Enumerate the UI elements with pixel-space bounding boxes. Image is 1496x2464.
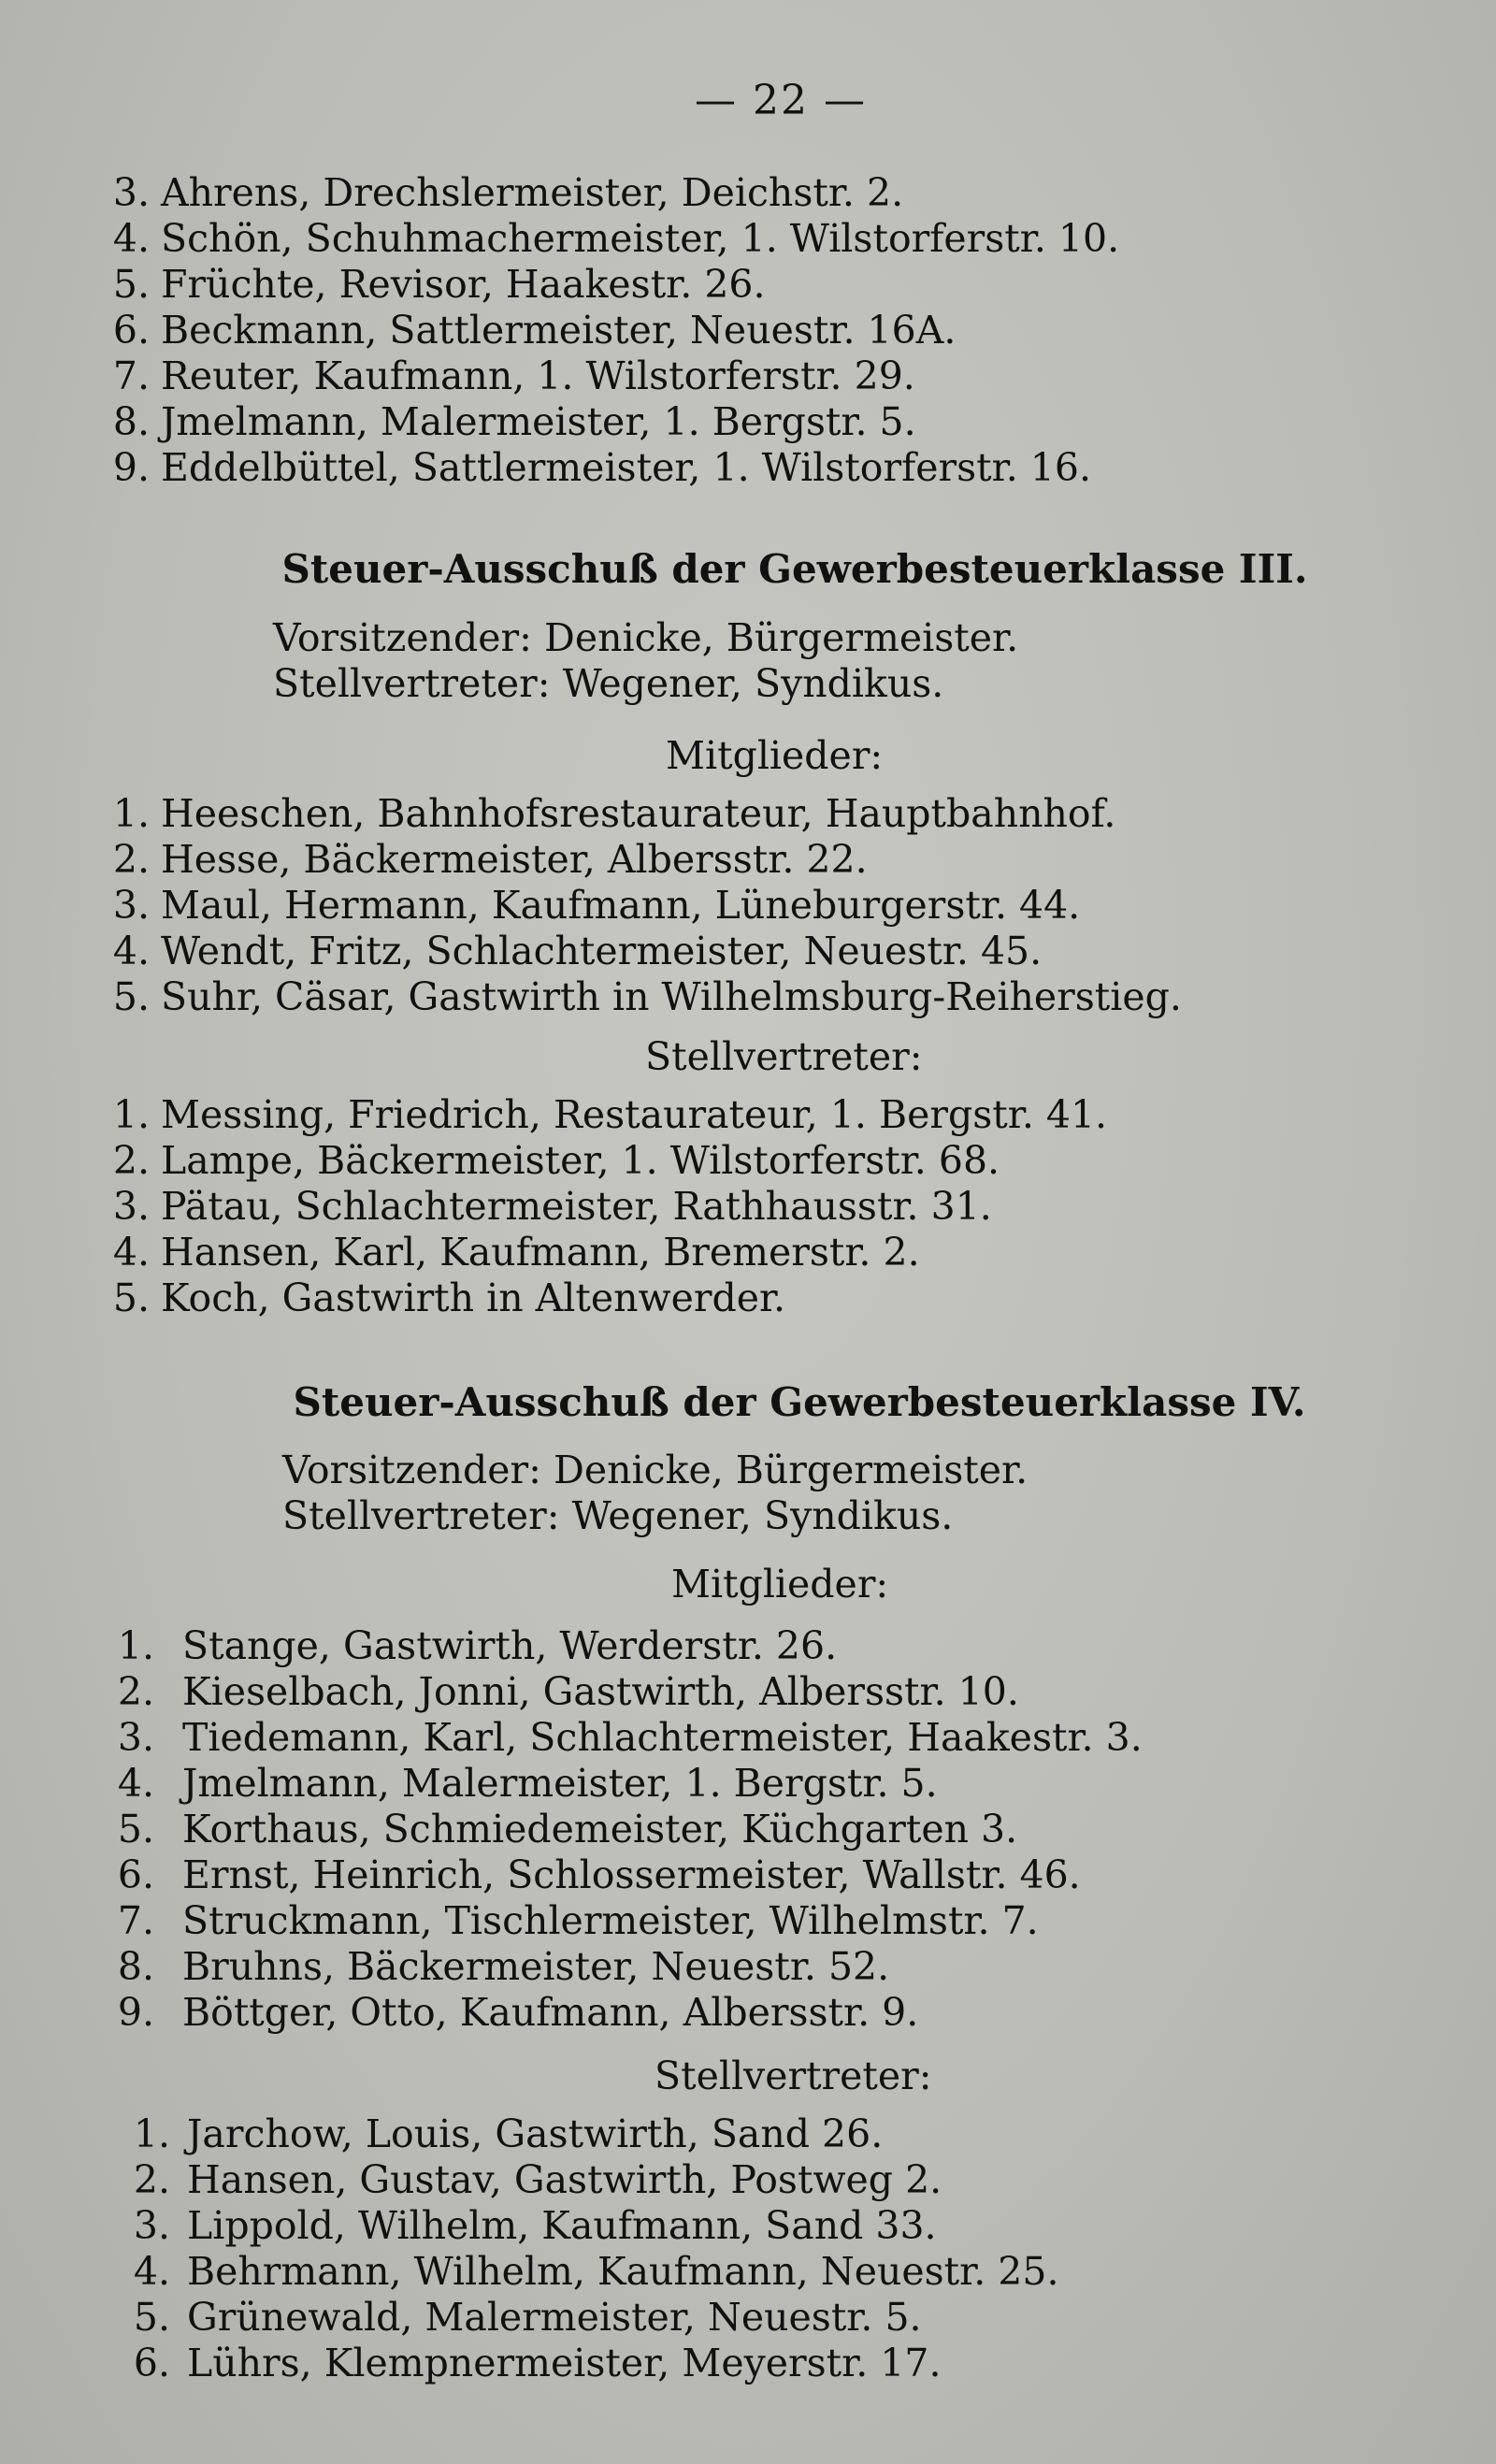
list-item bbox=[0, 1138, 1496, 1184]
item-text: Lippold, Wilhelm, Kaufmann, Sand 33. bbox=[187, 2203, 937, 2248]
item-number: 5. bbox=[112, 1275, 150, 1320]
list-item bbox=[0, 353, 1496, 399]
item-number: 2. bbox=[112, 1138, 150, 1183]
list-item bbox=[0, 262, 1496, 308]
item-number: 7. bbox=[117, 1898, 154, 1943]
item-number: 4. bbox=[133, 2249, 170, 2294]
members-label: Mitglieder: bbox=[671, 1562, 889, 1607]
deputies-list-class-3 bbox=[0, 1092, 1496, 1321]
deputies-list-class-4 bbox=[0, 2111, 1496, 2386]
item-text: Korthaus, Schmiedemeister, Küchgarten 3. bbox=[182, 1807, 1018, 1852]
item-text: Jmelmann, Malermeister, 1. Bergstr. 5. bbox=[161, 399, 916, 444]
chair-line: Vorsitzender: Denicke, Bürgermeister. bbox=[282, 1448, 1028, 1492]
deputies-label: Stellvertreter: bbox=[645, 1034, 923, 1079]
chair-line: Vorsitzender: Denicke, Bürgermeister. bbox=[273, 615, 1019, 660]
item-text: Lampe, Bäckermeister, 1. Wilstorferstr. 68. bbox=[161, 1138, 1000, 1183]
item-text: Eddelbüttel, Sattlermeister, 1. Wilstorferstr. 16. bbox=[161, 445, 1092, 490]
list-item bbox=[0, 2203, 1496, 2249]
list-item bbox=[0, 1230, 1496, 1275]
item-text: Lührs, Klempnermeister, Meyerstr. 17. bbox=[187, 2341, 942, 2385]
item-number: 9. bbox=[112, 445, 150, 490]
item-number: 8. bbox=[117, 1944, 154, 1989]
list-item bbox=[0, 1669, 1496, 1715]
members-list-class-4 bbox=[0, 1623, 1496, 2036]
list-item bbox=[0, 1898, 1496, 1944]
list-item bbox=[0, 1092, 1496, 1138]
list-item bbox=[0, 1623, 1496, 1669]
item-number: 5. bbox=[112, 262, 150, 307]
item-number: 1. bbox=[133, 2111, 170, 2156]
item-text: Hansen, Gustav, Gastwirth, Postweg 2. bbox=[187, 2157, 942, 2202]
list-item bbox=[0, 2249, 1496, 2295]
item-text: Hansen, Karl, Kaufmann, Bremerstr. 2. bbox=[161, 1230, 920, 1275]
page-number: — 22 — bbox=[695, 77, 867, 124]
list-item bbox=[0, 445, 1496, 491]
item-number: 4. bbox=[112, 216, 150, 261]
section-heading-class-3: Steuer-Ausschuß der Gewerbesteuerklasse III. bbox=[281, 546, 1308, 592]
item-number: 3. bbox=[112, 883, 150, 928]
item-number: 2. bbox=[112, 837, 150, 882]
item-number: 3. bbox=[133, 2203, 170, 2248]
item-number: 5. bbox=[117, 1807, 154, 1852]
list-item bbox=[0, 837, 1496, 883]
item-number: 2. bbox=[117, 1669, 154, 1714]
list-item bbox=[0, 1184, 1496, 1230]
item-text: Messing, Friedrich, Restaurateur, 1. Bergstr. 41. bbox=[161, 1092, 1108, 1137]
item-text: Jmelmann, Malermeister, 1. Bergstr. 5. bbox=[182, 1761, 938, 1806]
item-text: Struckmann, Tischlermeister, Wilhelmstr. 7. bbox=[182, 1898, 1039, 1943]
list-item bbox=[0, 1715, 1496, 1761]
continued-list bbox=[0, 170, 1496, 491]
list-item bbox=[0, 170, 1496, 216]
list-item bbox=[0, 791, 1496, 837]
item-text: Böttger, Otto, Kaufmann, Albersstr. 9. bbox=[182, 1990, 919, 2035]
item-text: Wendt, Fritz, Schlachtermeister, Neuestr. 45. bbox=[161, 929, 1043, 973]
item-number: 1. bbox=[112, 1092, 150, 1137]
item-text: Tiedemann, Karl, Schlachtermeister, Haakestr. 3. bbox=[182, 1715, 1143, 1760]
item-number: 1. bbox=[112, 791, 150, 836]
item-text: Suhr, Cäsar, Gastwirth in Wilhelmsburg-Reiherstieg. bbox=[161, 974, 1182, 1019]
list-item bbox=[0, 2295, 1496, 2341]
item-text: Koch, Gastwirth in Altenwerder. bbox=[161, 1275, 786, 1320]
list-item bbox=[0, 1990, 1496, 2036]
item-text: Behrmann, Wilhelm, Kaufmann, Neuestr. 25. bbox=[187, 2249, 1059, 2294]
item-number: 6. bbox=[112, 308, 150, 353]
list-item bbox=[0, 308, 1496, 353]
item-number: 2. bbox=[133, 2157, 170, 2202]
item-number: 8. bbox=[112, 399, 150, 444]
list-item bbox=[0, 929, 1496, 974]
item-text: Hesse, Bäckermeister, Albersstr. 22. bbox=[161, 837, 868, 882]
list-item bbox=[0, 1944, 1496, 1990]
item-number: 4. bbox=[117, 1761, 154, 1806]
item-text: Pätau, Schlachtermeister, Rathhausstr. 31. bbox=[161, 1184, 992, 1229]
item-number: 4. bbox=[112, 1230, 150, 1275]
item-text: Heeschen, Bahnhofsrestaurateur, Hauptbahnhof. bbox=[161, 791, 1116, 836]
item-text: Bruhns, Bäckermeister, Neuestr. 52. bbox=[182, 1944, 890, 1989]
item-number: 5. bbox=[133, 2295, 170, 2340]
item-text: Grünewald, Malermeister, Neuestr. 5. bbox=[187, 2295, 922, 2340]
list-item bbox=[0, 1761, 1496, 1807]
list-item bbox=[0, 1852, 1496, 1898]
item-text: Schön, Schuhmachermeister, 1. Wilstorferstr. 10. bbox=[161, 216, 1120, 261]
item-text: Ahrens, Drechslermeister, Deichstr. 2. bbox=[161, 170, 904, 215]
item-text: Stange, Gastwirth, Werderstr. 26. bbox=[182, 1623, 838, 1668]
item-number: 7. bbox=[112, 353, 150, 398]
item-number: 3. bbox=[117, 1715, 154, 1760]
item-number: 3. bbox=[112, 170, 150, 215]
deputy-chair-line: Stellvertreter: Wegener, Syndikus. bbox=[273, 661, 944, 706]
item-text: Früchte, Revisor, Haakestr. 26. bbox=[161, 262, 766, 307]
item-number: 3. bbox=[112, 1184, 150, 1229]
deputy-chair-line: Stellvertreter: Wegener, Syndikus. bbox=[282, 1493, 954, 1538]
list-item bbox=[0, 399, 1496, 445]
item-text: Kieselbach, Jonni, Gastwirth, Albersstr. 10. bbox=[182, 1669, 1019, 1714]
item-number: 6. bbox=[117, 1852, 154, 1897]
item-number: 5. bbox=[112, 974, 150, 1019]
item-number: 9. bbox=[117, 1990, 154, 2035]
list-item bbox=[0, 1807, 1496, 1852]
members-label: Mitglieder: bbox=[666, 733, 884, 778]
list-item bbox=[0, 883, 1496, 929]
list-item bbox=[0, 1275, 1496, 1321]
list-item bbox=[0, 2157, 1496, 2203]
item-text: Reuter, Kaufmann, 1. Wilstorferstr. 29. bbox=[161, 353, 915, 398]
item-number: 1. bbox=[117, 1623, 154, 1668]
item-text: Jarchow, Louis, Gastwirth, Sand 26. bbox=[187, 2111, 884, 2156]
list-item bbox=[0, 974, 1496, 1020]
deputies-label: Stellvertreter: bbox=[654, 2053, 932, 2098]
item-number: 4. bbox=[112, 929, 150, 973]
list-item bbox=[0, 216, 1496, 262]
item-text: Beckmann, Sattlermeister, Neuestr. 16A. bbox=[161, 308, 957, 353]
item-text: Maul, Hermann, Kaufmann, Lüneburgerstr. 44. bbox=[161, 883, 1081, 928]
list-item bbox=[0, 2341, 1496, 2386]
members-list-class-3 bbox=[0, 791, 1496, 1020]
item-text: Ernst, Heinrich, Schlossermeister, Wallstr. 46. bbox=[182, 1852, 1081, 1897]
section-heading-class-4: Steuer-Ausschuß der Gewerbesteuerklasse IV. bbox=[293, 1379, 1306, 1425]
list-item bbox=[0, 2111, 1496, 2157]
item-number: 6. bbox=[133, 2341, 170, 2385]
